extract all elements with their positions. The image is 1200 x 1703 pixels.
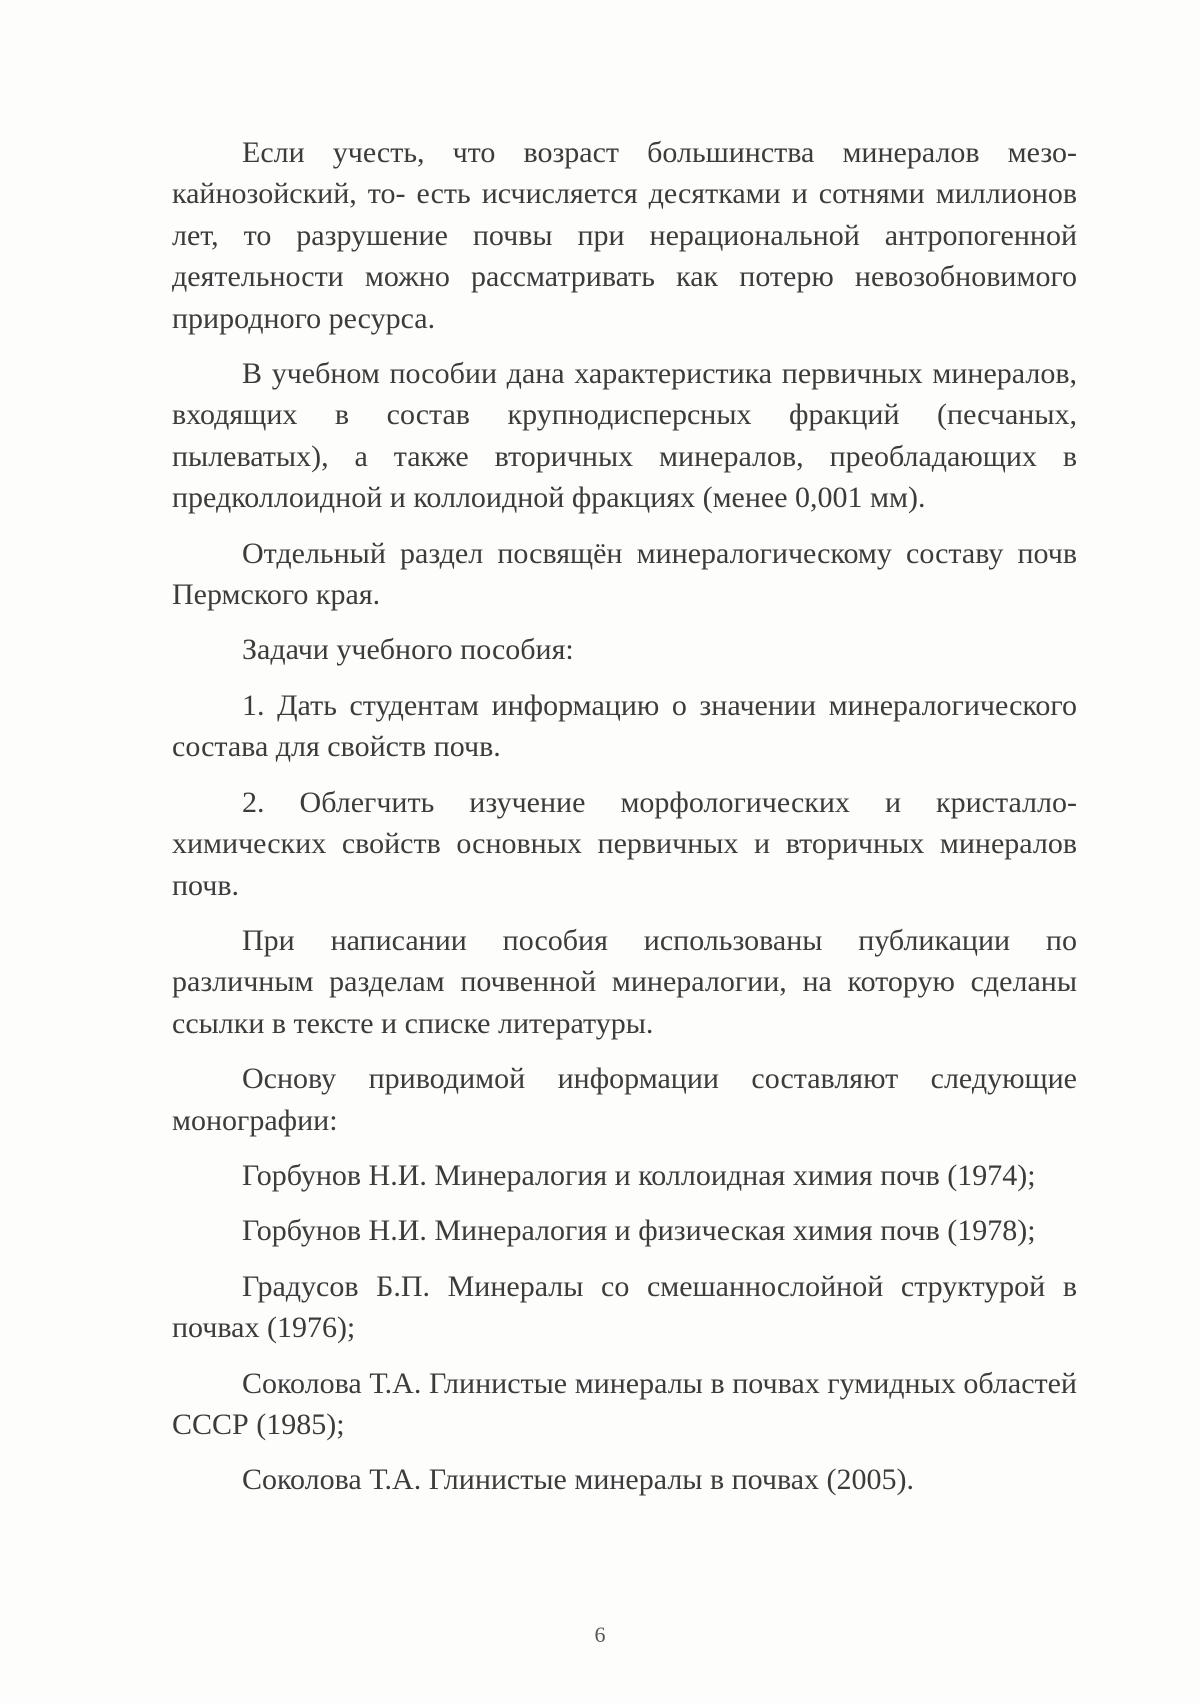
paragraph-task-2: 2. Облегчить изучение морфологических и кристалло­химических свойств основных первичных и вторичных ми­нералов почв. — [172, 782, 1077, 906]
body-text — [172, 132, 1077, 1515]
reference-item: Горбунов Н.И. Минералогия и коллоидная химия почв (1974); — [172, 1155, 1077, 1196]
document-page — [0, 0, 1200, 1703]
reference-item: Соколова Т.А. Глинистые минералы в почвах гумидных областей СССР (1985); — [172, 1363, 1077, 1446]
paragraph-monographs-intro: Основу приводимой информации составляют следую­щие монографии: — [172, 1058, 1077, 1141]
paragraph-tasks-heading: Задачи учебного пособия: — [172, 629, 1077, 670]
page-number: 6 — [0, 1622, 1200, 1648]
paragraph-intro: Если учесть, что возраст большинства минералов мезо­кайнозойский, то- есть исчисляется десятками и сотнями миллионов лет, то разрушение почвы при нерациональной антропогенной деятельности можно рассматривать как поте­рю невозобновимого природного ресурса. — [172, 132, 1077, 339]
paragraph-minerals-description: В учебном пособии дана характеристика первичных ми­нералов, входящих в состав крупнодисперсных фракций (песчаных, пылеватых), а также вторичных минералов, пре­обладающих в предколлоидной и коллоидной фракциях (ме­нее 0,001 мм). — [172, 353, 1077, 519]
reference-item: Градусов Б.П. Минералы со смешаннослойной структу­рой в почвах (1976); — [172, 1266, 1077, 1349]
reference-item: Горбунов Н.И. Минералогия и физическая химия почв (1978); — [172, 1210, 1077, 1251]
reference-item: Соколова Т.А. Глинистые минералы в почвах (2005). — [172, 1459, 1077, 1500]
paragraph-publications: При написании пособия использованы публикации по различным разделам почвенной минералогии, на которую сделаны ссылки в тексте и списке литературы. — [172, 920, 1077, 1044]
paragraph-task-1: 1. Дать студентам информацию о значении минералоги­ческого состава для свойств почв. — [172, 685, 1077, 768]
paragraph-perm-section: Отдельный раздел посвящён минералогическому соста­ву почв Пермского края. — [172, 533, 1077, 616]
